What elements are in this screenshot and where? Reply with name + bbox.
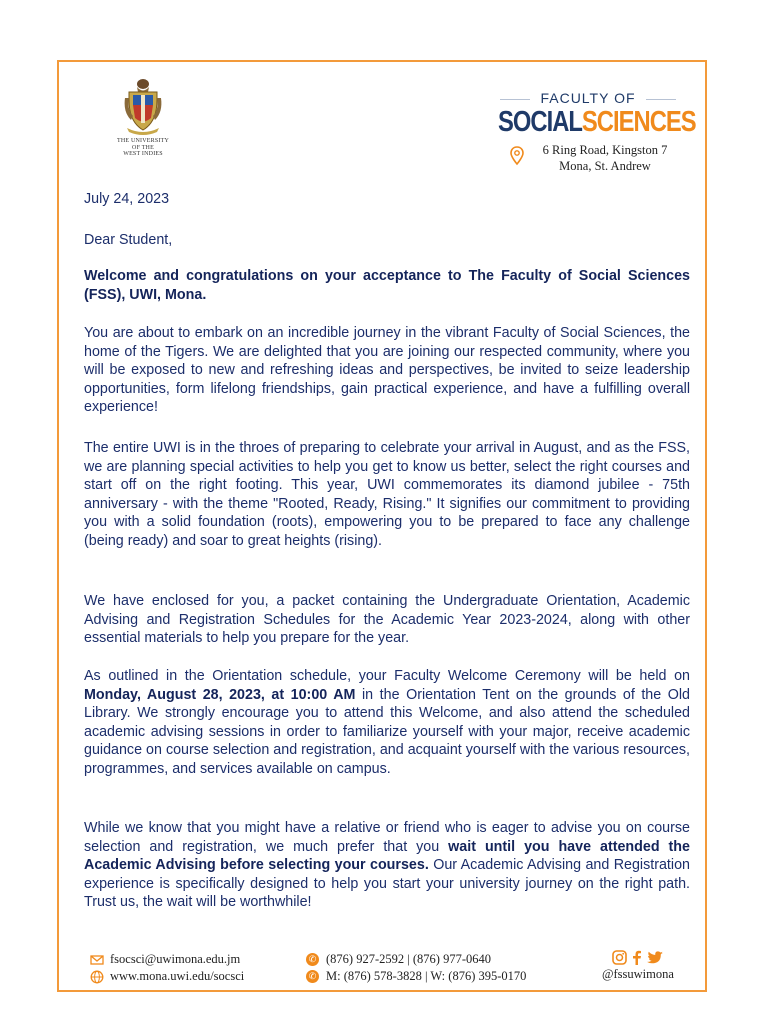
paragraph-advising [84,819,690,912]
website-text: www.mona.uwi.edu/socsci [110,969,245,983]
fss-logo [498,90,696,173]
paragraph-text: While we know that you might have a relative or friend who is eager to advise you on course selection and registration, we much prefer that you [84,820,690,855]
letter-date: July 24, 2023 [84,191,170,207]
email-text: fsocsci@uwimona.edu.jm [110,952,241,966]
footer-website[interactable] [90,969,244,984]
mobile-text: M: (876) 578-3828 | W: (876) 395-0170 [326,969,527,983]
salutation: Dear Student, [84,232,173,248]
advising-emphasis: wait until you have attended the Academic Advising before selecting your courses. [84,838,690,873]
globe-icon [90,970,104,984]
letter-footer [90,950,690,990]
uwi-crest-icon [121,78,165,136]
footer-email[interactable] [90,952,240,967]
phone-text: (876) 927-2592 | (876) 977-0640 [326,952,491,966]
phone-icon: ✆ [306,953,319,966]
facebook-icon[interactable] [631,950,643,965]
fss-address [508,142,680,174]
paragraph-text: in the Orientation Tent on the grounds of the Old Library. We strongly encourage you to attend this Welcome, and also attend the scheduled academic advising sessions in order to familiarize yourself with your major, receive academic guidance on course selection and registration, and acquaint yourself with the various resources, programmes, and services available on campus. [84,686,690,777]
crest-line: OF THE [132,144,154,151]
crest-line: WEST INDIES [123,151,163,157]
paragraph-text: As outlined in the Orientation schedule, your Faculty Welcome Ceremony will be held on [84,668,690,684]
fss-logo-top: FACULTY OF [498,90,678,107]
paragraph-text: You are about to embark on an incredible journey in the vibrant Faculty of Social Sciences, the home of the Tigers. We are delighted that you are joining our respected community, where you will be exposed to new and refreshing ideas and perspectives, be invited to seize leadership opportunities, form lifelong friendships, gain practical experience, and have a fulfilling overall experience! [84,325,690,415]
welcome-text: Welcome and congratulations on your acceptance to The Faculty of Social Sciences (FSS), UWI, Mona. [84,268,690,303]
fss-logo-name [498,106,696,138]
footer-mobile[interactable] [306,969,526,984]
footer-phone[interactable] [306,952,491,967]
paragraph-text: The entire UWI is in the throes of preparing to celebrate your arrival in August, and as the FSS, we are planning special activities to help you get to know us better, select the right courses and start off on the right footing. This year, UWI commemorates its diamond jubilee - 75th anniversary - with the theme "Rooted, Ready, Rising." It signifies our commitment to providing you with a solid foundation (roots), empowering you to be prepared to face any challenge (being ready) and soar to great heights (rising). [84,440,690,549]
location-pin-icon [510,146,524,166]
paragraph-text: Our Academic Advising and Registration experience is specifically designed to help you start your university journey on the right path. Trust us, the wait will be worthwhile! [84,857,690,910]
paragraph-packet [84,592,690,648]
paragraph-journey [84,324,690,417]
social-handle[interactable]: @fssuwimona [602,967,674,981]
address-line: Mona, St. Andrew [559,159,651,173]
fss-logo-sciences: SCIENCES [581,106,696,138]
phone-icon: ✆ [306,970,319,983]
address-line: 6 Ring Road, Kingston 7 [542,143,668,157]
twitter-icon[interactable] [647,950,664,965]
email-icon [90,953,104,967]
crest-line: THE UNIVERSITY [117,138,169,144]
ceremony-date: Monday, August 28, 2023, at 10:00 AM [84,686,356,703]
paragraph-text: We have enclosed for you, a packet containing the Undergraduate Orientation, Academic Advising and Registration Schedules for the Academic Year 2023-2024, along with other essential materials to help you prepare for the year. [84,593,690,646]
fss-logo-social: SOCIAL [498,106,582,138]
social-block [602,950,674,982]
instagram-icon[interactable] [612,950,627,965]
paragraph-ceremony [84,667,690,778]
uwi-logo [108,78,178,158]
welcome-paragraph [84,267,690,304]
paragraph-jubilee [84,439,690,550]
